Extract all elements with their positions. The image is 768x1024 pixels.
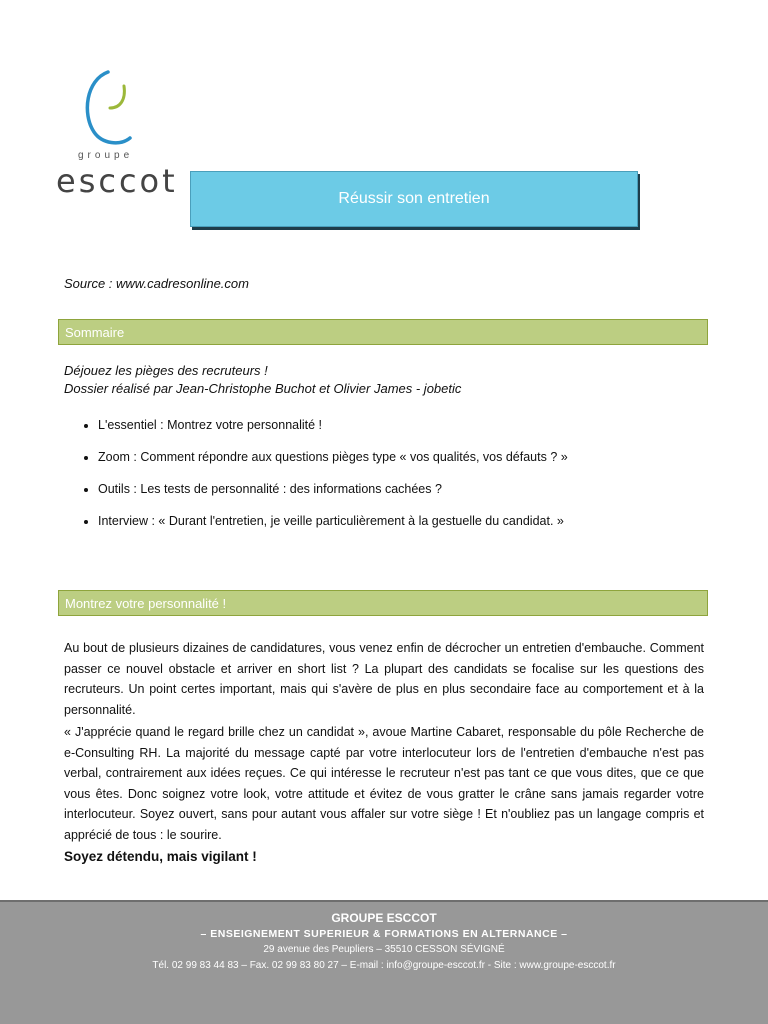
page-footer	[0, 900, 768, 1024]
company-logo	[56, 58, 178, 202]
subheading: Soyez détendu, mais vigilant !	[64, 849, 257, 864]
document-title	[190, 171, 638, 227]
esccot-logo-icon	[80, 64, 136, 150]
section-heading-sommaire: Sommaire	[58, 319, 708, 345]
summary-list	[62, 416, 568, 544]
list-item: • Interview : « Durant l'entretien, je veille particulièrement à la gestuelle du candidat. »	[98, 512, 568, 544]
paragraph-1: Au bout de plusieurs dizaines de candidatures, vous venez enfin de décrocher un entretien d'embauche. Comment passer ce nouvel obstacle et arriver en short list ? La plupart des candidats se focalise sur les questions des recruteurs. Un point certes important, mais qui s'avère de plus en plus secondaire face au comportement et à la personnalité.	[64, 641, 704, 717]
list-item: • L'essentiel : Montrez votre personnalité !	[98, 416, 568, 448]
intro-line-2: Dossier réalisé par Jean-Christophe Buchot et Olivier James - jobetic	[64, 381, 462, 396]
intro-line-1: Déjouez les pièges des recruteurs !	[64, 363, 268, 378]
logo-brand-text: esccot	[56, 162, 178, 200]
list-item: • Zoom : Comment répondre aux questions pièges type « vos qualités, vos défauts ? »	[98, 448, 568, 480]
footer-contact: Tél. 02 99 83 44 83 – Fax. 02 99 83 80 27 – E-mail : info@groupe-esccot.fr - Site : www.groupe-esccot.fr	[152, 960, 616, 971]
list-item: • Outils : Les tests de personnalité : des informations cachées ?	[98, 480, 568, 512]
paragraph-2: « J'apprécie quand le regard brille chez un candidat », avoue Martine Cabaret, responsable du pôle Recherche de e-Consulting RH. La majorité du message capté par votre interlocuteur lors de l'entretien d'embauche n'est pas verbal, contrairement aux idées reçues. Ce qui intéresse le recruteur n'est pas tant ce que vous dites, que ce que vous êtes. Donc soignez votre look, votre attitude et évitez de vous gratter le crâne sans jamais regarder votre interlocuteur. Soyez ouvert, sans pour autant vous affaler sur votre siège ! Et n'oubliez pas un langage compris et apprécié de tous : le sourire.	[64, 725, 704, 842]
footer-subtitle: – ENSEIGNEMENT SUPERIEUR & FORMATIONS EN ALTERNANCE –	[200, 928, 568, 940]
source-line: Source : www.cadresonline.com	[64, 276, 249, 291]
footer-title: GROUPE ESCCOT	[331, 911, 437, 925]
section-heading-personnalite: Montrez votre personnalité !	[58, 590, 708, 616]
document-title-text: Réussir son entretien	[338, 190, 490, 207]
logo-groupe-text: groupe	[78, 150, 134, 161]
footer-address: 29 avenue des Peupliers – 35510 CESSON SÉVIGNÉ	[263, 944, 505, 955]
sommaire-intro	[64, 362, 461, 398]
